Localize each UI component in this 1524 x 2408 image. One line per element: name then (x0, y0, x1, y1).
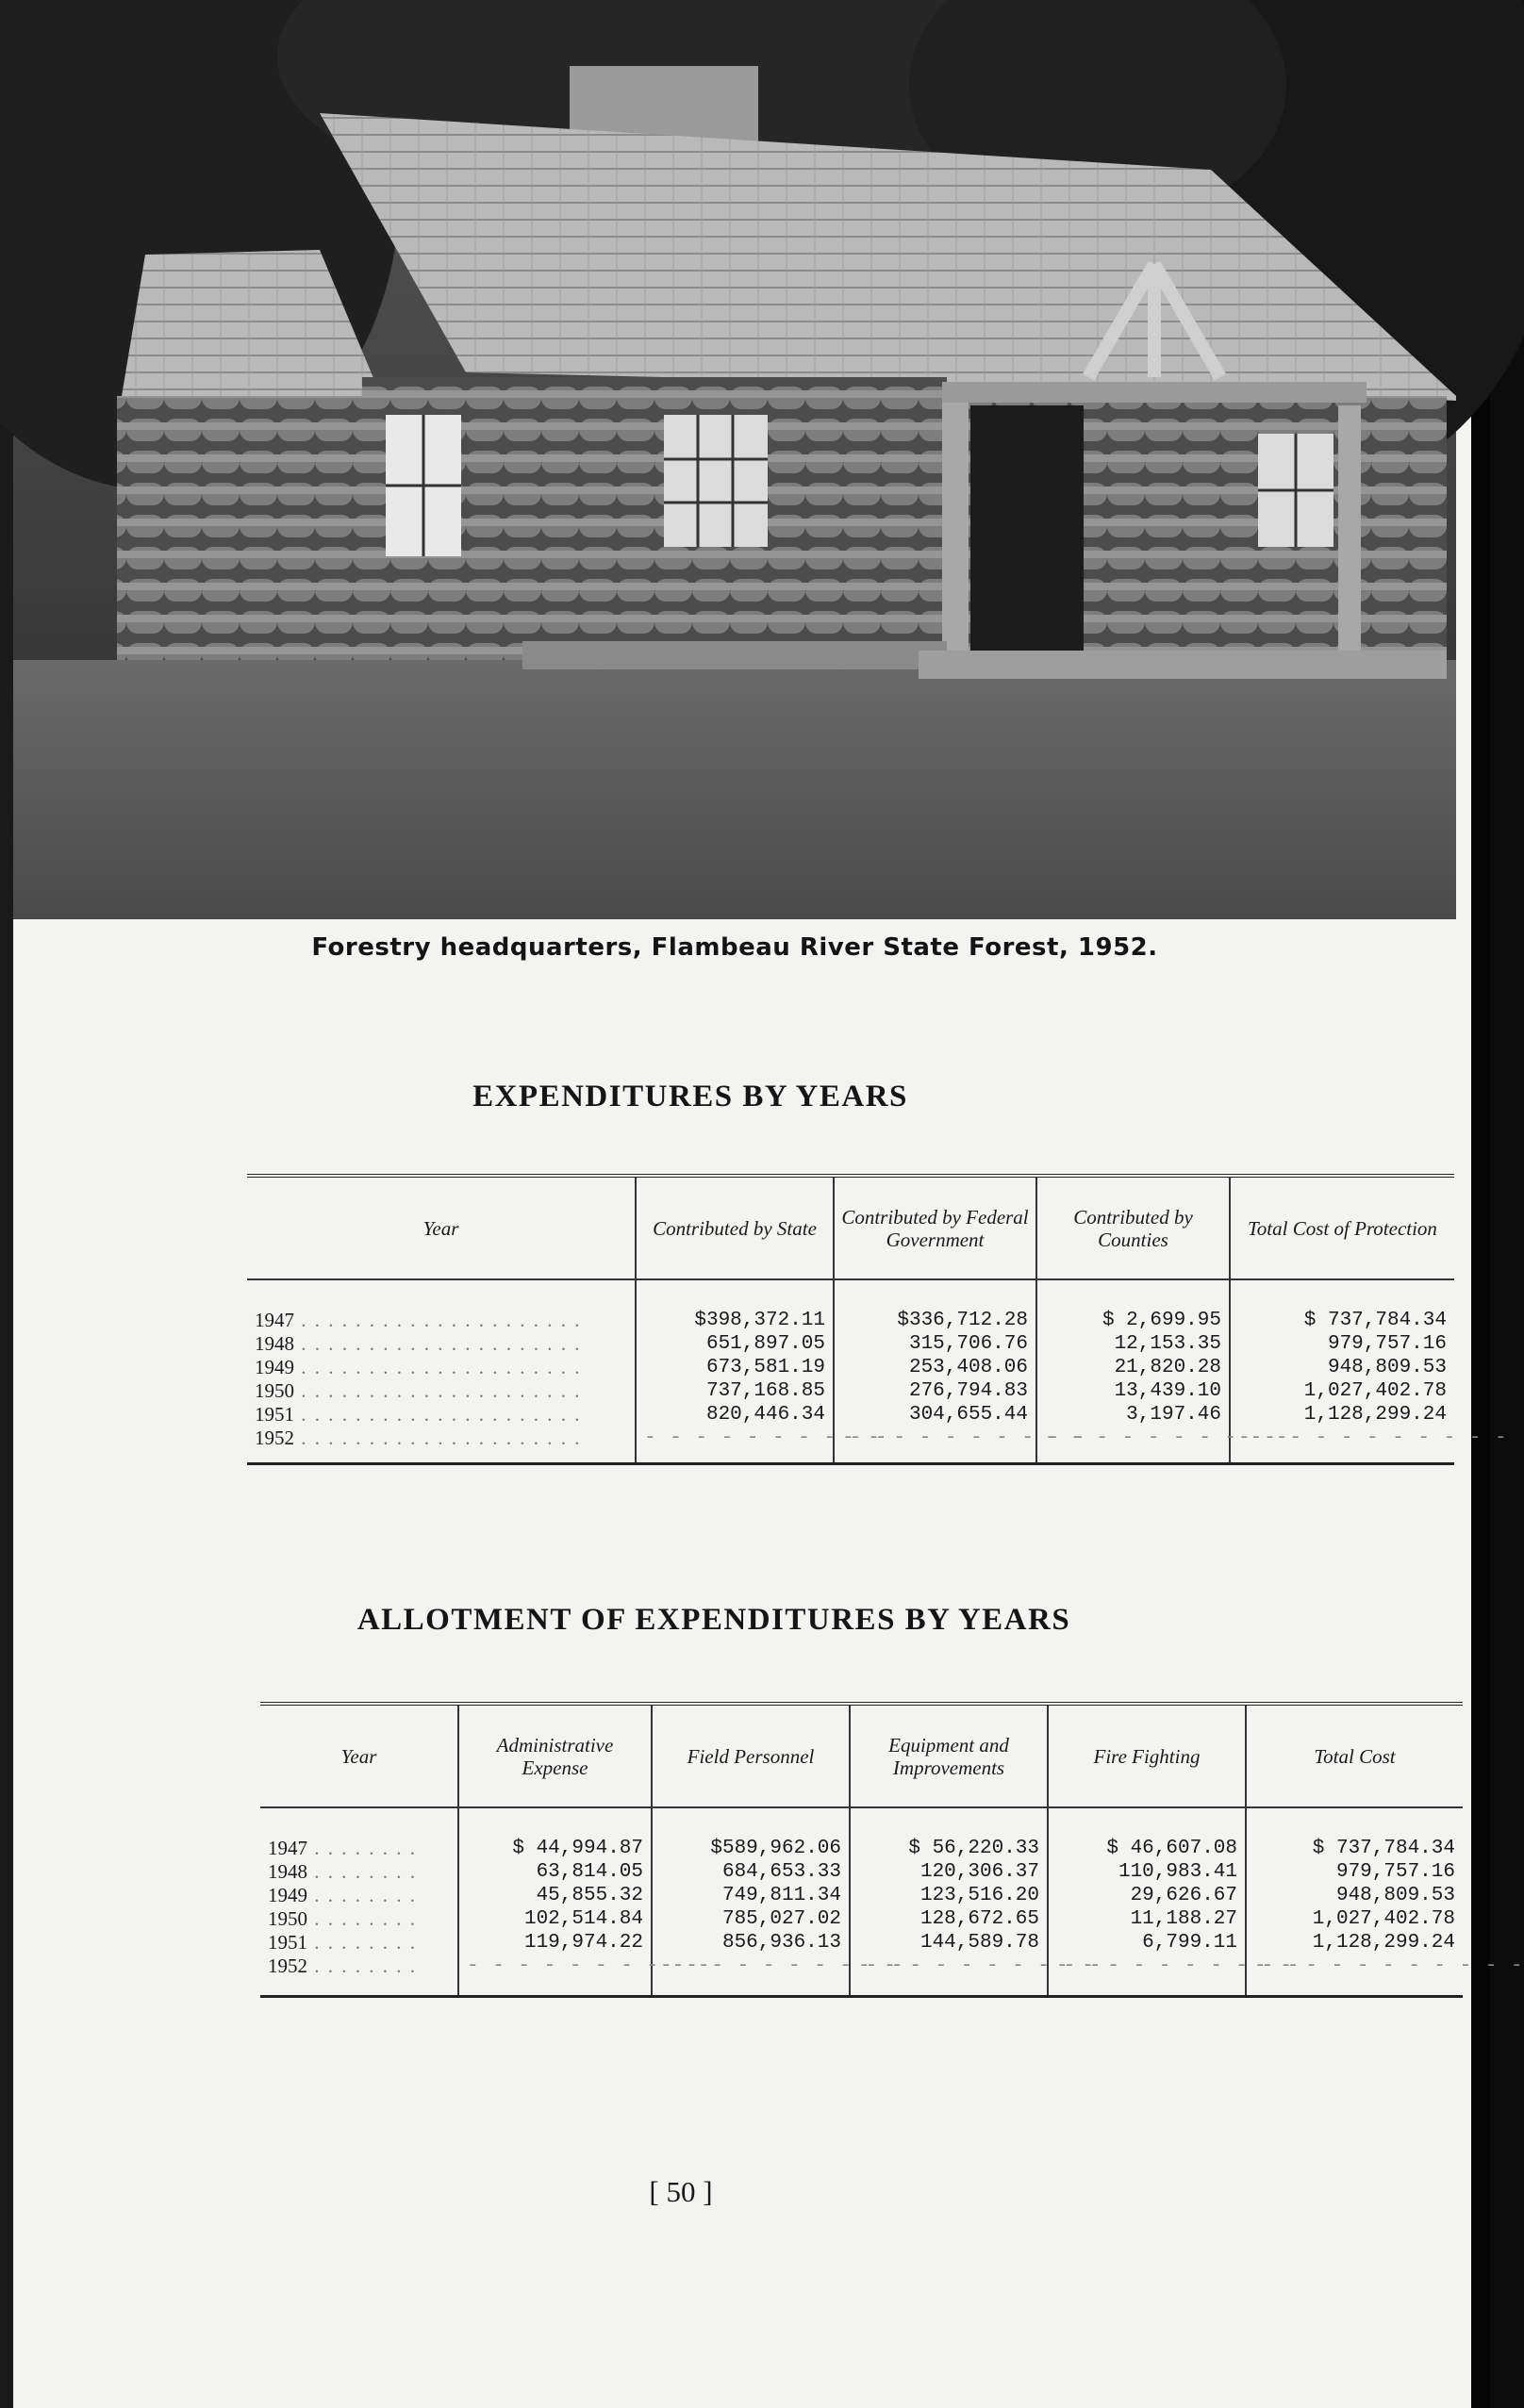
total-protection-column (1230, 1279, 1508, 1463)
table-cell: $ 737,784.34 (1312, 1838, 1455, 1859)
table-cell: 120,306.37 (919, 1861, 1039, 1883)
table-cell: 11,188.27 (1130, 1908, 1237, 1930)
table-cell: 820,446.34 (705, 1404, 825, 1426)
empty-cell-leader: - - - - - - - - - - (842, 1427, 1086, 1449)
year-row: 1949 . . . . . . . . (268, 1884, 417, 1906)
table-cell: 948,809.53 (1335, 1885, 1455, 1906)
table-cell: 3,197.46 (1126, 1404, 1221, 1426)
year-row: 1950 . . . . . . . . (268, 1907, 417, 1930)
empty-cell-leader: - - - - - - - - - - (467, 1955, 711, 1977)
table-cell: 276,794.83 (908, 1380, 1028, 1402)
col-header-year: Year (247, 1176, 636, 1279)
counties-column (1036, 1279, 1289, 1463)
col-header-equipment: Equipment and Improvements (850, 1704, 1048, 1807)
year-column (247, 1279, 636, 1463)
table-cell: 684,653.33 (721, 1861, 841, 1883)
table-cell: 144,589.78 (919, 1932, 1039, 1954)
allotment-table (260, 1702, 1524, 1998)
table-cell: 12,153.35 (1114, 1333, 1221, 1355)
table-cell: $ 46,607.08 (1106, 1838, 1237, 1859)
table-cell: 673,581.19 (705, 1357, 825, 1378)
empty-cell-leader: - - - - - - - - - - (1045, 1427, 1289, 1449)
table-cell: 119,974.22 (523, 1932, 643, 1954)
year-row: 1950 . . . . . . . . . . . . . . . . . . . . . (255, 1379, 582, 1402)
table-cell: $ 44,994.87 (512, 1838, 643, 1859)
col-header-counties: Contributed by Counties (1036, 1176, 1230, 1279)
table-cell: 1,128,299.24 (1303, 1404, 1447, 1426)
year-row: 1951 . . . . . . . . . . . . . . . . . . . . . (255, 1403, 582, 1426)
year-row: 1951 . . . . . . . . (268, 1931, 417, 1954)
table-cell: 948,809.53 (1327, 1357, 1447, 1378)
empty-cell-leader: - - - - - - - - - - - (1238, 1427, 1508, 1449)
table-cell: 785,027.02 (721, 1908, 841, 1930)
empty-cell-leader: - - - - - - - - - - (1056, 1955, 1300, 1977)
col-header-year: Year (260, 1704, 458, 1807)
col-header-federal: Contributed by Federal Government (834, 1176, 1036, 1279)
table1-title: EXPENDITURES BY YEARS (472, 1080, 908, 1113)
year-row: 1947 . . . . . . . . (268, 1837, 417, 1859)
table-cell: 1,128,299.24 (1312, 1932, 1455, 1954)
table-cell: $336,712.28 (897, 1310, 1028, 1331)
year-row: 1948 . . . . . . . . . . . . . . . . . . . . . (255, 1332, 582, 1355)
empty-cell-leader: - - - - - - - - - - (858, 1955, 1102, 1977)
table-cell: 979,757.16 (1327, 1333, 1447, 1355)
fire-fighting-column (1048, 1807, 1300, 1996)
year-row: 1949 . . . . . . . . . . . . . . . . . . . . . (255, 1356, 582, 1378)
table-cell: 1,027,402.78 (1303, 1380, 1447, 1402)
page-number: [ 50 ] (649, 2175, 713, 2208)
table-cell: 6,799.11 (1142, 1932, 1237, 1954)
col-header-fire-fighting: Fire Fighting (1048, 1704, 1246, 1807)
table-cell: 13,439.10 (1114, 1380, 1221, 1402)
total-cost-column (1246, 1807, 1524, 1996)
empty-cell-leader: - - - - - - - - - - (660, 1955, 904, 1977)
col-header-field-personnel: Field Personnel (652, 1704, 850, 1807)
table-cell: 856,936.13 (721, 1932, 841, 1954)
federal-column (834, 1279, 1086, 1463)
table-cell: 110,983.41 (1118, 1861, 1237, 1883)
table-cell: 29,626.67 (1130, 1885, 1237, 1906)
log-cabin-illustration (13, 0, 1456, 919)
table-cell: 651,897.05 (705, 1333, 825, 1355)
year-row: 1948 . . . . . . . . (268, 1860, 417, 1883)
table-cell: 315,706.76 (908, 1333, 1028, 1355)
table-cell: 63,814.05 (536, 1861, 643, 1883)
table2-title: ALLOTMENT OF EXPENDITURES BY YEARS (356, 1603, 1071, 1637)
year-row: 1952 . . . . . . . . (268, 1954, 417, 1977)
photo-caption: Forestry headquarters, Flambeau River State Forest, 1952. (311, 933, 1158, 962)
empty-cell-leader: - - - - - - - - - - - (1254, 1955, 1524, 1977)
table-cell: 749,811.34 (721, 1885, 841, 1906)
book-page (13, 0, 1524, 2408)
table-cell: $589,962.06 (710, 1838, 841, 1859)
table-cell: 102,514.84 (523, 1908, 643, 1930)
table-cell: 304,655.44 (908, 1404, 1028, 1426)
table-cell: $ 56,220.33 (908, 1838, 1039, 1859)
year-row: 1947 . . . . . . . . . . . . . . . . . . . . . (255, 1309, 582, 1331)
table-cell: 128,672.65 (919, 1908, 1039, 1930)
table-cell: 45,855.32 (536, 1885, 643, 1906)
table-cell: 123,516.20 (919, 1885, 1039, 1906)
year-column (260, 1807, 458, 1996)
table-cell: 979,757.16 (1335, 1861, 1455, 1883)
forestry-headquarters-photo (13, 0, 1456, 919)
field-personnel-column (652, 1807, 904, 1996)
col-header-administrative: Administrative Expense (458, 1704, 652, 1807)
table-cell: $398,372.11 (694, 1310, 825, 1331)
equipment-column (850, 1807, 1102, 1996)
state-column (636, 1279, 888, 1463)
table-cell: $ 2,699.95 (1102, 1310, 1221, 1331)
expenditures-table (247, 1174, 1508, 1465)
table-cell: 737,168.85 (705, 1380, 825, 1402)
table-cell: $ 737,784.34 (1303, 1310, 1447, 1331)
table-cell: 21,820.28 (1114, 1357, 1221, 1378)
col-header-state: Contributed by State (636, 1176, 834, 1279)
empty-cell-leader: - - - - - - - - - - (644, 1427, 888, 1449)
col-header-total-protection: Total Cost of Protection (1230, 1176, 1454, 1279)
col-header-total-cost: Total Cost (1246, 1704, 1463, 1807)
year-row: 1952 . . . . . . . . . . . . . . . . . . . . . (255, 1427, 582, 1449)
administrative-column (458, 1807, 711, 1996)
table-cell: 1,027,402.78 (1312, 1908, 1455, 1930)
table-cell: 253,408.06 (908, 1357, 1028, 1378)
